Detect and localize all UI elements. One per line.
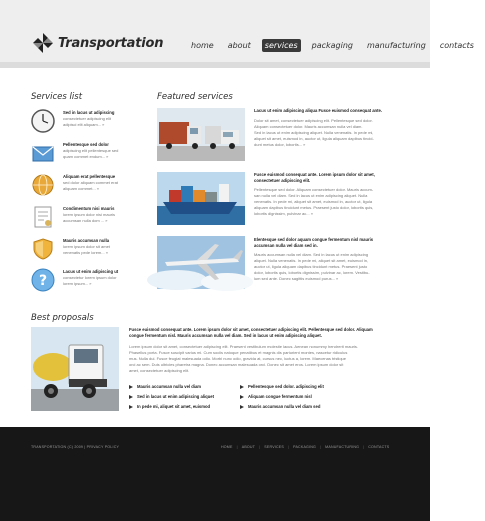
best-proposals-title: Best proposals [31, 313, 94, 323]
footer-nav-about[interactable]: ABOUT [241, 445, 256, 449]
featured-text: Mauris accumsan nulla vel diam. Sed in lacus ut enim adipiscing [254, 252, 369, 257]
proposal-intro: congue fermentum nisl. Mauris accumsan nulla vel diam. Sed in lacus ut enim adipiscing aliquet. [129, 333, 322, 338]
featured-title: Lacus ut enim adipiscing aliqua Fusce euismod consequat ante. [254, 108, 382, 113]
proposal-intro: Fusce euismod consequat ante. Lorem ipsum dolor sit amet, consectetuer adipiscing elit. Pellentesque sed dolor. Aliquam [129, 327, 373, 332]
pinwheel-logo-icon [32, 32, 54, 54]
nav-about[interactable]: about [227, 41, 251, 50]
featured-text: Aliquam consectetuer dolor. Mauris accumsan nulla vel diam. [254, 124, 363, 129]
service-item[interactable] [31, 109, 141, 139]
service-title: Lacus ut enim adipiscing ut [63, 269, 119, 274]
service-text[interactable]: venenatis pede lorem... » [63, 250, 108, 255]
featured-text: dolor, lobortis quis, lobortis dignissim, pulvinar ac, lorem. Vestibu- [254, 270, 370, 275]
footer-nav [221, 445, 389, 449]
featured-text: Pellentesque sed dolor. Aliquam consectetuer dolor. Mauris accum- [254, 187, 374, 192]
featured-text: auctor ut, ligula aliquam dapibus tincidunt metus. Praesent justo [254, 264, 368, 269]
envelope-icon [31, 141, 55, 165]
service-title: Aliquam erat pellentesque [63, 174, 116, 179]
featured-text[interactable]: dunt metus dolor, lobortis... » [254, 142, 306, 147]
service-text: adipiscing elit pellentesque sed [63, 148, 119, 153]
arrow-right-icon [129, 395, 133, 399]
service-title: Mauris accumsan nulla [63, 238, 110, 243]
proposal-bullet[interactable]: Mauris accumsan nulla vel diam [129, 384, 201, 389]
footer-nav-packaging[interactable]: PACKAGING [293, 445, 317, 449]
featured-text[interactable]: lobortis dignissim, pulvinar ac... » [254, 211, 313, 216]
service-item[interactable] [31, 141, 141, 171]
featured-text[interactable]: lum sed ante. Donec sagittis euismod purus... » [254, 276, 339, 281]
clock-icon [31, 109, 55, 133]
arrow-right-icon [240, 395, 244, 399]
proposal-text: amet, consectetuer adipiscing elit. [129, 368, 190, 373]
featured-text: aliquet. Nulla venenatis. In pede mi, aliquet sit amet, euismod in, [254, 258, 369, 263]
service-item[interactable] [31, 205, 141, 235]
proposal-text: Lorem ipsum dolor sit amet, consectetuer adipiscing elit. Praesent vestibulum molestie lacus. Aenean nonummy hendrerit mauris. [129, 344, 358, 349]
arrow-right-icon [129, 405, 133, 409]
footer-separator: | [287, 445, 290, 449]
logo[interactable] [32, 32, 163, 54]
footer-separator: | [236, 445, 238, 449]
globe-icon [31, 173, 55, 197]
featured-subtitle: consectetuer adipiscing elit. [254, 178, 311, 183]
service-text: lorem ipsum dolor nisi mauris [63, 212, 116, 217]
shield-icon [31, 237, 55, 261]
proposal-text: mus. Nulla dui. Fusce feugiat malesuada odio. Morbi nunc odio, gravida at, cursus nec, luctus a, lorem. Maecenas tristique [129, 356, 346, 361]
featured-title: Elentesque sed dolor aquam congue fermentum nisl mauris [254, 237, 374, 242]
ship-image[interactable] [157, 172, 245, 225]
featured-title: Fusce euismod consequat ante. Lorem ipsum dolor sit amet, [254, 172, 375, 177]
proposal-bullet[interactable]: Aliquam congue fermentum nisl [240, 394, 312, 399]
trucks-image[interactable] [157, 108, 245, 161]
service-title: Condimentum nisi mauris [63, 206, 115, 211]
arrow-right-icon [240, 385, 244, 389]
nav-home[interactable]: home [191, 41, 214, 50]
service-text[interactable]: adipisci elit aliquam... » [63, 122, 105, 127]
help-icon [31, 268, 55, 292]
header-divider [0, 62, 430, 68]
nav-services[interactable]: services [262, 39, 301, 52]
svg-text:?: ? [38, 273, 48, 289]
main-nav [188, 39, 485, 52]
service-title: Pellentesque sed dolor [63, 142, 109, 147]
service-item[interactable] [31, 268, 141, 298]
footer-separator: | [320, 445, 322, 449]
featured-text: Dolor sit amet, consectetuer adipiscing elit. Pellentesque sed dolor. [254, 118, 373, 123]
footer-separator: | [259, 445, 261, 449]
footer-separator: | [363, 445, 365, 449]
nav-contacts[interactable]: contacts [439, 41, 474, 50]
service-text: consectetuer adipiscing elit [63, 116, 112, 121]
service-text: lorem ipsum dolor sit amet [63, 244, 110, 249]
nav-packaging[interactable]: packaging [311, 41, 353, 50]
featured-services-title: Featured services [157, 92, 233, 102]
footer-nav-home[interactable]: HOME [221, 445, 233, 449]
document-icon [31, 205, 55, 229]
proposal-text: orci ac sem. Duis ultricies pharetra magna. Donec accumsan malesuada orci. Donec sit amet eros. Lorem ipsum dolor sit [129, 362, 344, 367]
arrow-right-icon [129, 385, 133, 389]
airplane-image[interactable] [157, 236, 245, 289]
featured-subtitle: accumsan nulla vel diam sed in. [254, 243, 318, 248]
proposal-bullet[interactable]: Mauris accumsan nulla vel diam sed [240, 404, 320, 409]
service-text: sed dolor aliquam commet erat [63, 180, 118, 185]
cement-truck-image[interactable] [31, 327, 119, 411]
footer [0, 427, 430, 521]
proposal-bullet[interactable]: Sed in lacus ut enim adipiscing aliquet [129, 394, 214, 399]
service-text[interactable]: lorem ipsum... » [63, 281, 92, 286]
footer-nav-services[interactable]: SERVICES [264, 445, 284, 449]
service-title: Sed in lacus ut adipiscing [63, 110, 115, 115]
logo-text: Transportation [58, 35, 164, 51]
service-item[interactable] [31, 237, 141, 267]
arrow-right-icon [240, 405, 244, 409]
nav-manufacturing[interactable]: manufacturing [366, 41, 426, 50]
footer-nav-manufacturing[interactable]: MANUFACTURING [325, 445, 360, 449]
featured-text: san nulla vel diam. Sed in lacus ut enim adipiscing aliquet. Nulla [254, 193, 368, 198]
service-item[interactable] [31, 173, 141, 203]
proposal-text: Phasellus porta. Fusce suscipit varius mi. Cum sociis natoque penatibus et magnis dis parturient montes, nascetur ridiculus [129, 350, 348, 355]
service-text[interactable]: accumsan nulla dom ... » [63, 218, 108, 223]
proposal-bullet[interactable]: In pede mi, aliquet sit amet, euismod [129, 404, 210, 409]
featured-text: aliquet sit amet, euismod in, auctor ut, ligula aliquam dapibus tincid- [254, 136, 374, 141]
services-list-title: Services list [31, 92, 83, 102]
service-text[interactable]: aliquam commet... » [63, 186, 100, 191]
proposal-bullet[interactable]: Pellentesque sed dolor. adipiscing elit [240, 384, 324, 389]
footer-copyright[interactable]: TRANSPORTATION (C) 2009 | PRIVACY POLICY [31, 445, 120, 449]
service-text: consectetur lorem ipsum dolor [63, 275, 117, 280]
featured-text: venenatis. In pede mi, aliquet sit amet, euismod in, auctor ut, ligula [254, 199, 373, 204]
footer-nav-contacts[interactable]: CONTACTS [368, 445, 390, 449]
service-text[interactable]: quam commet endum... » [63, 154, 109, 159]
featured-text: aliquam dapibus tincidunt metus. Praesent justo dolor, lobortis quis, [254, 205, 374, 210]
featured-text: Sed in lacus ut enim adipiscing aliquet. Nulla venenatis. In pede mi, [254, 130, 374, 135]
